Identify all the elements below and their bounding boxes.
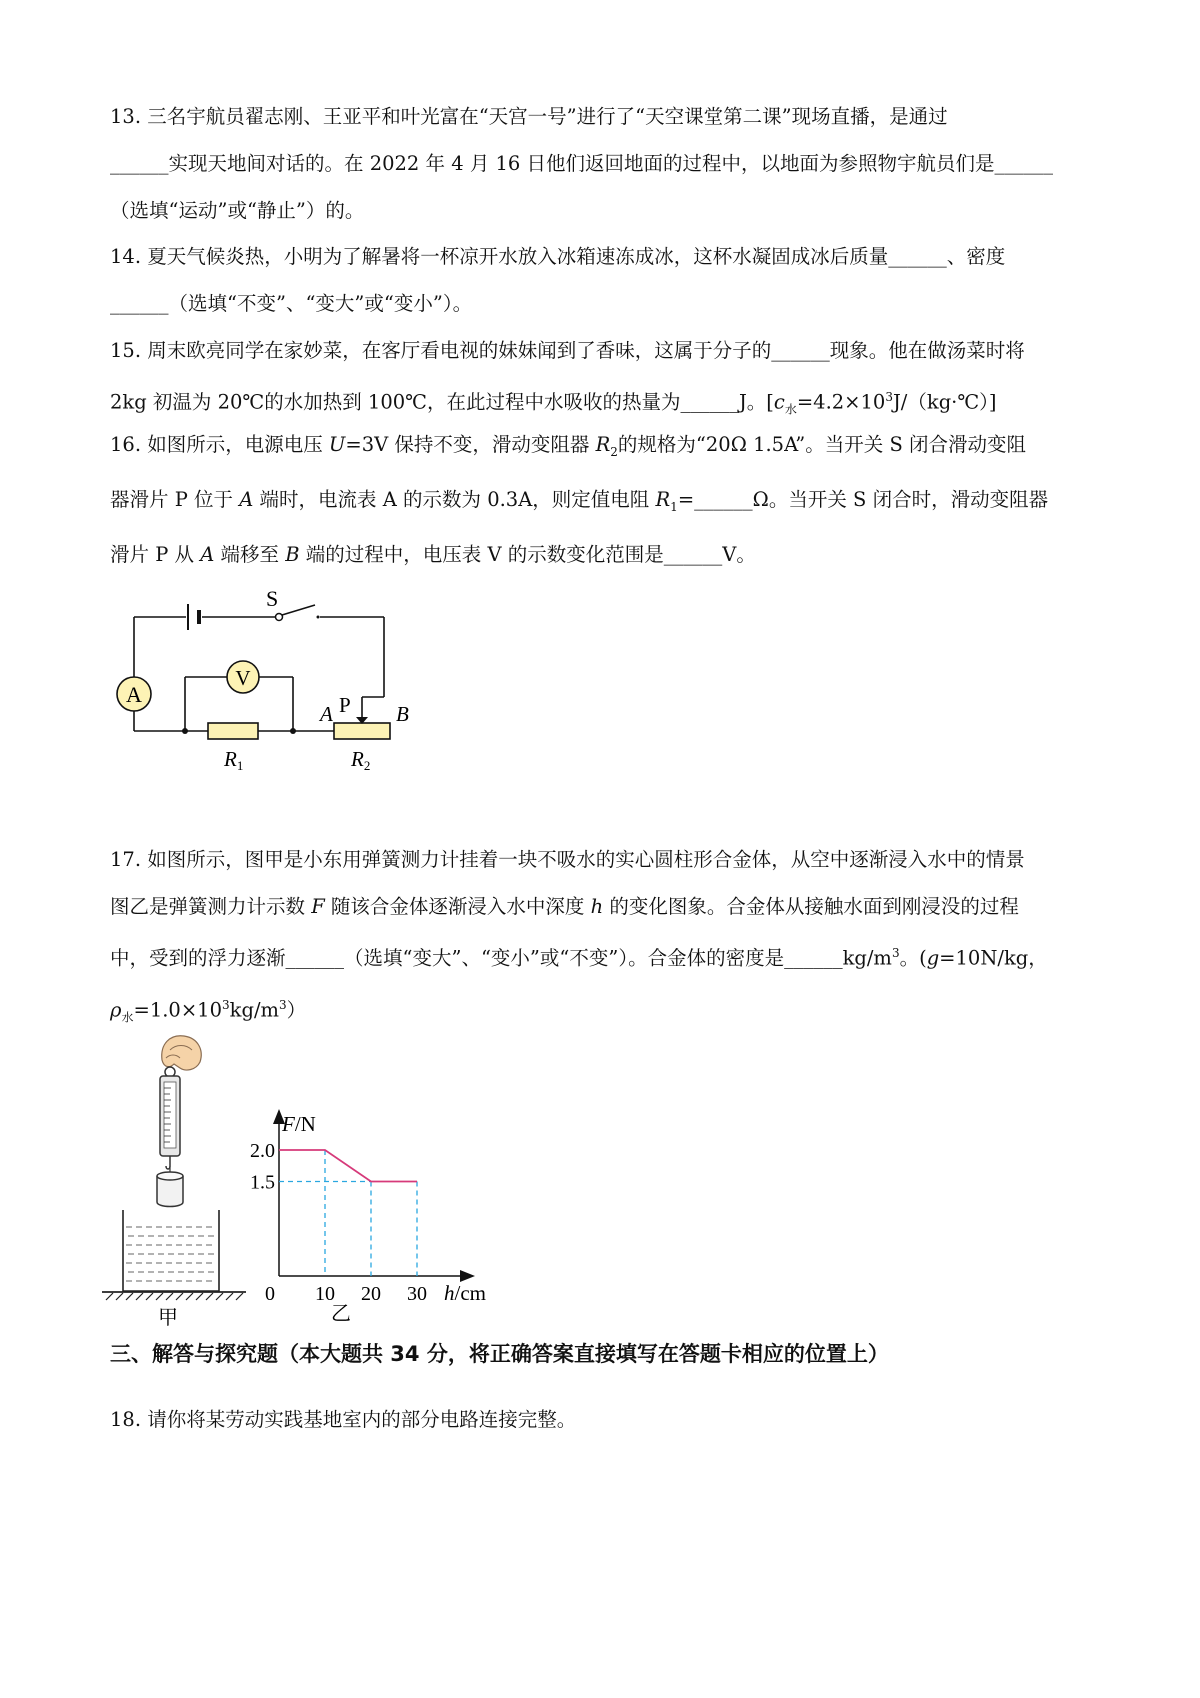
water-beaker-icon [123, 1210, 219, 1291]
q13-line1: 13. 三名宇航员翟志刚、王亚平和叶光富在“天宫一号”进行了“天空课堂第二课”现场直播，是通过 [110, 105, 948, 128]
hand-icon [162, 1036, 201, 1070]
spring-scale-icon [160, 1067, 180, 1169]
x-tick-label: 0 [265, 1283, 275, 1305]
q17-line4: $\rho_水=1.0\times 10^3kg/m^3$） [110, 997, 307, 1024]
alloy-cylinder-icon [157, 1166, 183, 1207]
resistor-r1 [208, 723, 258, 739]
q16-line3: 滑片 P 从 A 端移至 B 端的过程中，电压表 V 的示数变化范围是______V。 [110, 542, 756, 566]
q13-line3: （选填“运动”或“静止”）的。 [110, 199, 365, 222]
f-h-graph [230, 1100, 520, 1330]
q14-line1: 14. 夏天气候炎热，小明为了解暑将一杯凉开水放入冰箱速冻成冰，这杯水凝固成冰后质量______、密度 [110, 245, 1006, 268]
voltmeter-icon [227, 661, 259, 693]
battery-icon [188, 604, 199, 630]
ammeter-icon [117, 677, 151, 711]
q16-line1: 16. 如图所示，电源电压 U=3V 保持不变，滑动变阻器 $R_2$的规格为“20Ω 1.5A”。当开关 S 闭合滑动变阻 [110, 433, 1027, 459]
y-tick-label: 1.5 [250, 1171, 275, 1194]
q14-line2: ______（选填“不变”、“变大”或“变小”）。 [110, 292, 473, 315]
switch-icon [266, 586, 320, 621]
label-jia: 甲 [158, 1307, 178, 1329]
q13-line2: ______实现天地间对话的。在 2022 年 4 月 16 日他们返回地面的过程中，以地面为参照物宇航员们是______ [110, 152, 1054, 175]
y-axis-label: F/N [282, 1112, 316, 1136]
terminal-a-label: A [320, 702, 333, 726]
x-axis-label: h/cm [444, 1281, 486, 1305]
switch-label: S [266, 586, 279, 611]
circuit-diagram [110, 585, 430, 785]
q17-line1: 17. 如图所示，图甲是小东用弹簧测力计挂着一块不吸水的实心圆柱形合金体，从空中逐渐浸入水中的情景 [110, 848, 1025, 871]
ground-icon [102, 1292, 246, 1300]
q16-line2: 器滑片 P 位于 A 端时，电流表 A 的示数为 0.3A，则定值电阻 $R_1=\_\_\_\_\_\_\Omega$。当开关 S 闭合时，滑动变阻器 [110, 487, 1049, 514]
question-14 [110, 233, 1100, 327]
q15-line1: 15. 周末欧亮同学在家妙菜，在客厅看电视的妹妹闻到了香味，这属于分子的______现象。他在做汤菜时将 [110, 339, 1025, 362]
voltmeter-label: V [235, 666, 251, 690]
r1-label: R1 [224, 747, 244, 773]
question-13 [110, 93, 1100, 234]
question-17 [110, 836, 1100, 1041]
f-h-line [279, 1150, 417, 1182]
x-tick-label: 20 [361, 1283, 381, 1305]
figure-jia [100, 1030, 250, 1330]
x-tick-label: 30 [407, 1283, 427, 1305]
q15-line2: 2kg 初温为 20℃的水加热到 100℃，在此过程中水吸收的热量为______J。$[c_水=4.2\times 10^3J/(kg\cdot℃)]$ [110, 390, 997, 417]
q18-line1: 18. 请你将某劳动实践基地室内的部分电路连接完整。 [110, 1408, 577, 1431]
label-yi: 乙 [331, 1303, 351, 1325]
terminal-b-label: B [396, 702, 409, 726]
resistor-r2 [334, 723, 390, 739]
question-15 [110, 327, 1100, 433]
x-tick-label: 10 [315, 1283, 335, 1305]
q17-line2: 图乙是弹簧测力计示数 F 随该合金体逐渐浸入水中深度 h 的变化图象。合金体从接触水面到刚浸没的过程 [110, 895, 1019, 918]
r2-label: R2 [351, 747, 371, 773]
question-16 [110, 421, 1100, 578]
slider-p-label: P [339, 693, 351, 717]
section-3-title: 三、解答与探究题（本大题共 34 分，将正确答案直接填写在答题卡相应的位置上） [110, 1342, 889, 1366]
ammeter-label: A [126, 682, 142, 707]
q17-line3: 中，受到的浮力逐渐______（选填“变大”、“变小”或“不变”）。合金体的密度是$\_\_\_\_\_\_kg/m^3$。(g=10N/kg， [110, 946, 1048, 970]
question-18 [110, 1396, 1100, 1443]
y-tick-label: 2.0 [250, 1140, 275, 1162]
